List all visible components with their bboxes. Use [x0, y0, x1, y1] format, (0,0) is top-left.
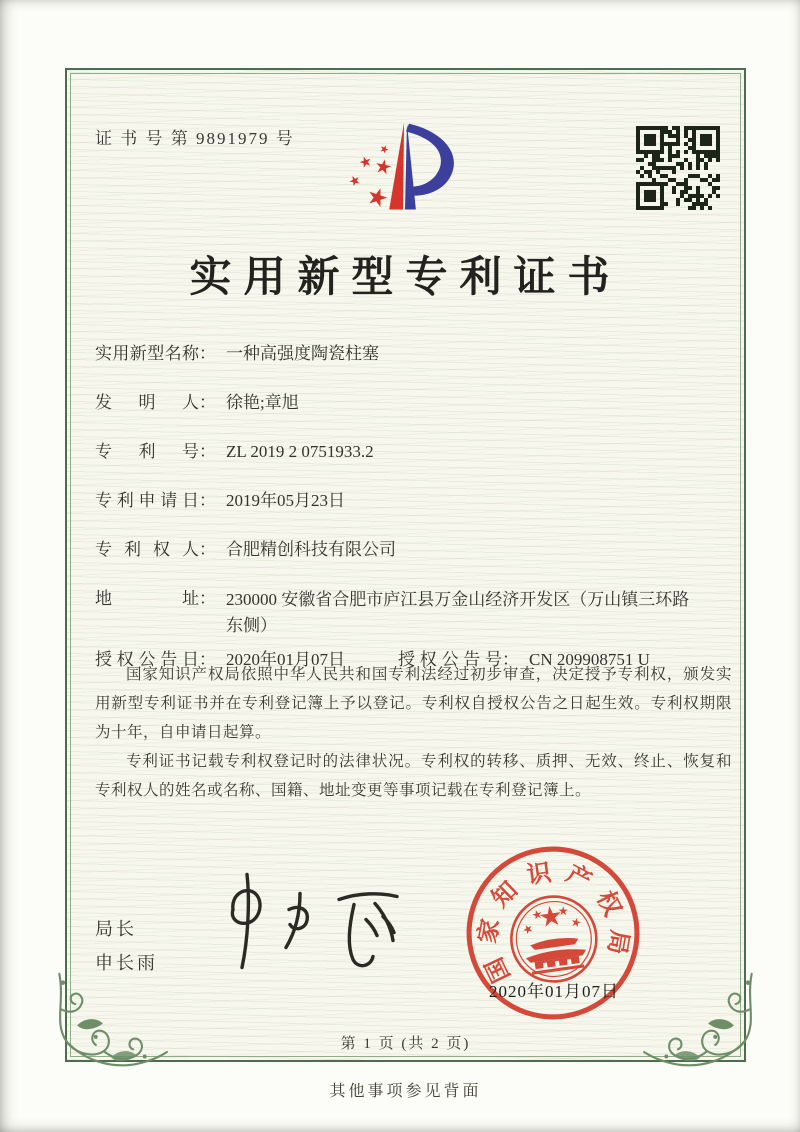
- field-label: 专利申请日: [95, 491, 199, 510]
- field-colon: ：: [199, 540, 216, 559]
- certificate-title: 实用新型专利证书: [189, 255, 622, 301]
- field-row-patentee: [95, 538, 735, 561]
- legal-paragraph-2: 专利证书记载专利权登记时的法律状况。专利权的转移、质押、无效、终止、恢复和专利权人的姓名或名称、国籍、地址变更等事项记载在专利登记簿上。: [95, 753, 732, 799]
- certificate-fields: [95, 342, 735, 697]
- director-block: [95, 912, 158, 980]
- national-emblem-icon: [506, 891, 602, 987]
- field-colon: ：: [502, 650, 519, 669]
- field-colon: ：: [199, 589, 216, 608]
- field-label: 专 利 号: [95, 442, 199, 461]
- field-row-utility-name: [95, 342, 735, 365]
- field-label: 授权公告号: [398, 650, 502, 669]
- field-label: 实用新型名称: [95, 344, 199, 363]
- seal-date: 2020年01月07日: [489, 982, 619, 1001]
- field-colon: ：: [199, 344, 216, 363]
- field-value: 徐艳;章旭: [226, 393, 299, 412]
- field-label: 授权公告日: [95, 650, 199, 669]
- floral-ornament-bottom-left-icon: [51, 972, 169, 1084]
- field-colon: ：: [199, 491, 216, 510]
- legal-paragraph-1: 国家知识产权局依照中华人民共和国专利法经过初步审查，决定授予专利权，颁发实用新型专利证书并在专利登记簿上予以登记。专利权自授权公告之日起生效。专利权期限为十年，自申请日起算。: [95, 666, 732, 741]
- field-label: 专 利 权 人: [95, 540, 199, 559]
- field-value: ZL 2019 2 0751933.2: [226, 442, 374, 461]
- field-colon: ：: [199, 442, 216, 461]
- field-value: 2019年05月23日: [226, 491, 345, 510]
- field-colon: ：: [199, 393, 216, 412]
- field-row-address: [95, 587, 735, 639]
- page-indicator: 第 1 页 (共 2 页): [340, 1036, 471, 1052]
- director-title: 局长: [95, 919, 137, 939]
- grant-number-value: CN 209908751 U: [529, 650, 650, 669]
- field-row-filing-date: [95, 489, 735, 512]
- field-colon: ：: [199, 650, 216, 669]
- official-seal-icon: [450, 830, 656, 1036]
- cnipa-logo-icon: [332, 110, 480, 230]
- director-name: 申长雨: [95, 953, 158, 973]
- back-side-note: 其他事项参见背面: [329, 1083, 482, 1100]
- field-label: 地 址: [95, 589, 199, 608]
- grant-date-value: 2020年01月07日: [226, 650, 345, 669]
- field-row-patent-number: [95, 440, 735, 463]
- certificate-number: 证 书 号 第 9891979 号: [95, 129, 295, 148]
- field-value: 合肥精创科技有限公司: [226, 540, 396, 559]
- field-value: 230000 安徽省合肥市庐江县万金山经济开发区（万山镇三环路东侧）: [226, 590, 690, 635]
- field-label: 发 明 人: [95, 393, 199, 412]
- seal-text: 国家知识产权局: [474, 857, 634, 987]
- legal-text-block: [95, 660, 732, 805]
- field-row-inventor: [95, 391, 735, 414]
- qr-code: [636, 126, 720, 210]
- field-value: 一种高强度陶瓷柱塞: [226, 344, 379, 363]
- floral-ornament-bottom-right-icon: [642, 972, 760, 1084]
- director-signature-icon: [203, 868, 423, 976]
